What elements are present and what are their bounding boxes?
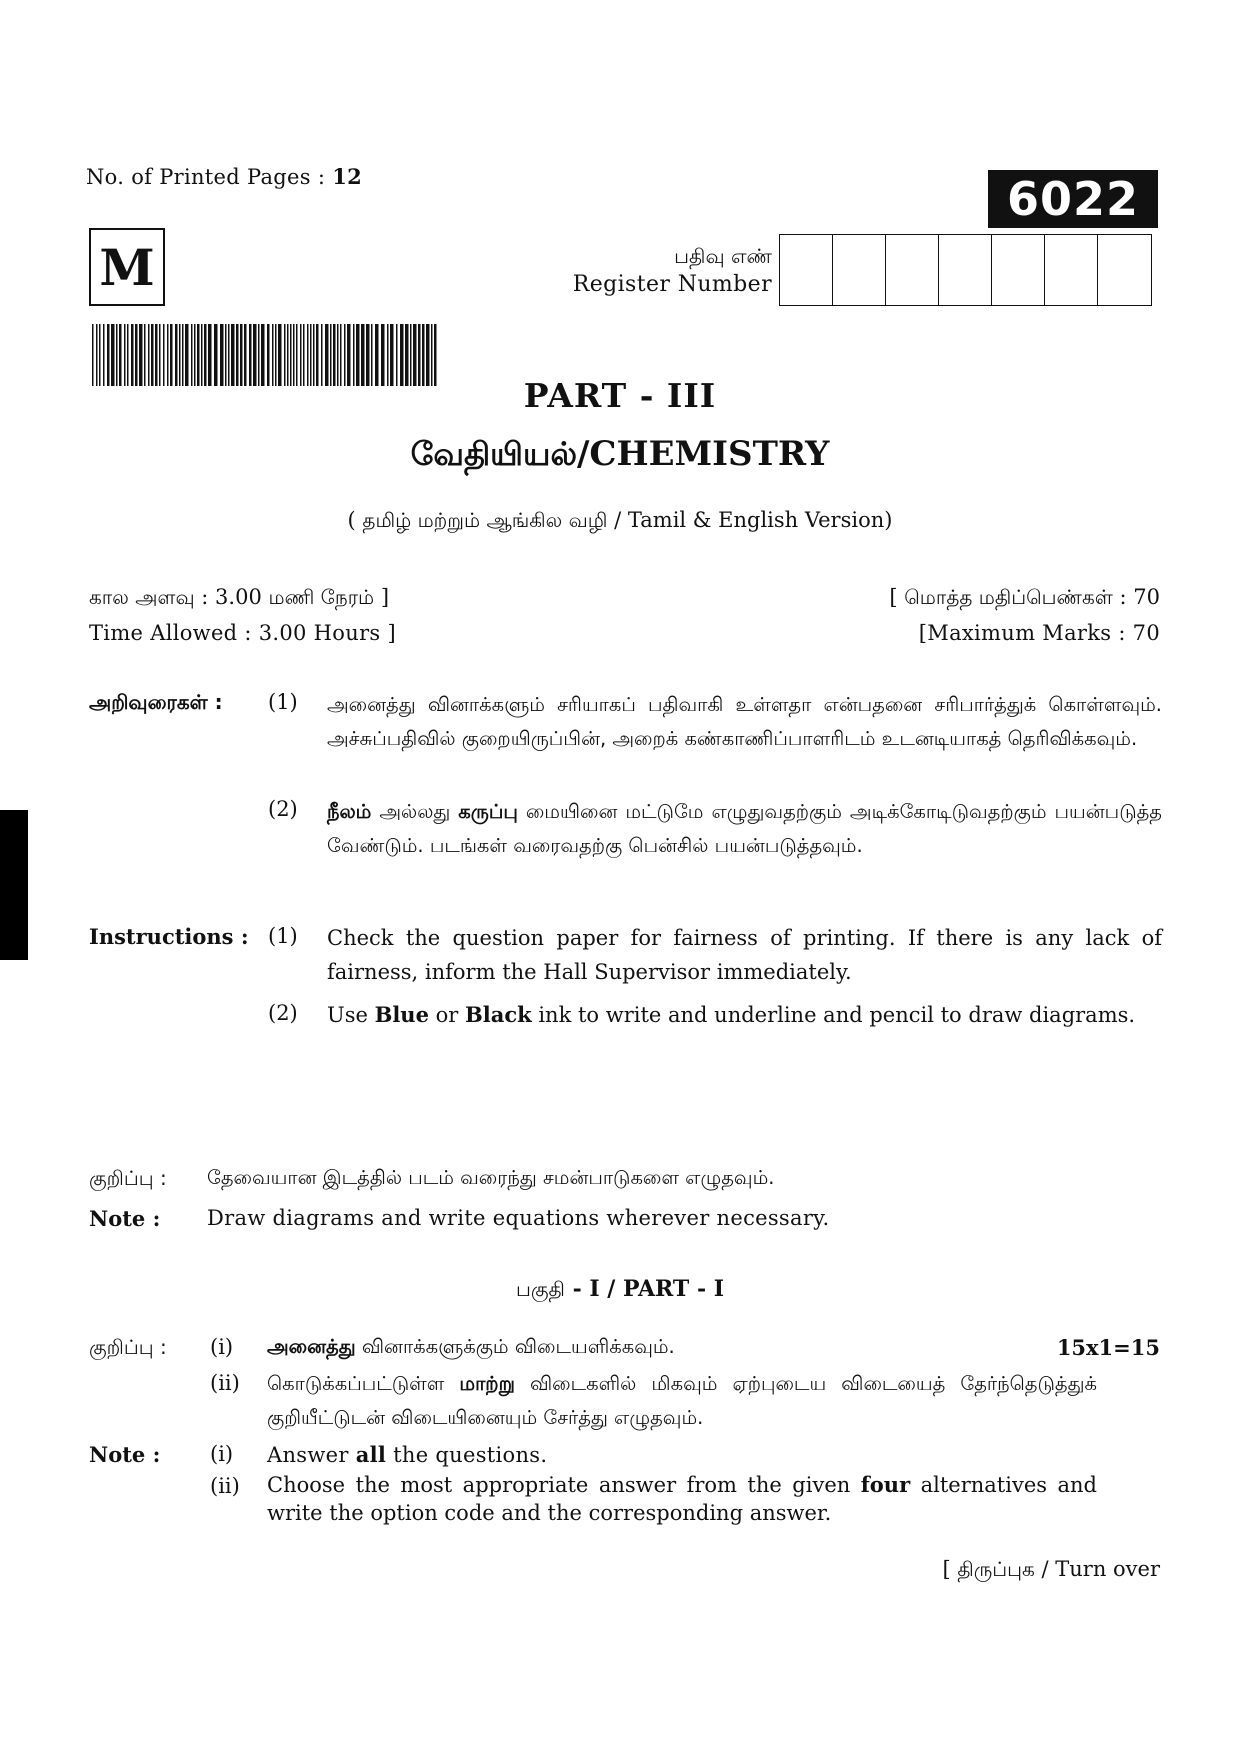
part1-note-tamil-ii-text xyxy=(267,1367,1097,1435)
part1-note-english-i-rest: the questions. xyxy=(386,1443,548,1467)
turn-over-note xyxy=(942,1557,1160,1584)
printed-pages-value: 12 xyxy=(332,164,363,189)
blue-word: Blue xyxy=(374,1002,429,1027)
part1-note-tamil-i-text xyxy=(267,1335,675,1361)
time-tamil-unit: மணி நேரம் xyxy=(268,585,375,609)
part1-note-english-ii-pre: Choose the most appropriate answer from the given xyxy=(267,1473,861,1497)
black-word-tamil: கருப்பு xyxy=(458,800,518,823)
black-word: Black xyxy=(464,1002,532,1027)
instruction-english-1-text: Check the question paper for fairness of printing. If there is any lack of fairness, inform the Hall Supervisor immediately. xyxy=(327,926,1162,984)
paper-code: 6022 xyxy=(988,170,1158,228)
part1-note-english-i-pre: Answer xyxy=(267,1443,356,1467)
turn-over-tamil: திருப்புக xyxy=(957,1557,1035,1581)
note-tamil-text: தேவையான இடத்தில் படம் வரைந்து சமன்பாடுகளை எழுதவும். xyxy=(207,1166,775,1189)
part-title: PART - III xyxy=(523,376,717,415)
marks-tamil-label: மொத்த மதிப்பெண்கள் xyxy=(904,585,1113,609)
register-label-english: Register Number xyxy=(572,272,772,297)
subject-title xyxy=(0,434,1240,477)
part1-note-tamil-i-number: (i) xyxy=(210,1335,234,1359)
instruction-tamil-2-rest: மையினை மட்டுமே எழுதுவதற்கும் அடிக்கோடிடுவதற்கும் பயன்படுத்த வேண்டும். படங்கள் வரைவதற்கு பென்சில் பயன்படுத்தவும். xyxy=(327,800,1162,857)
instruction-english-1-number: (1) xyxy=(268,924,298,948)
register-digit-box[interactable] xyxy=(1045,235,1098,305)
part1-note-english-ii-text xyxy=(267,1471,1097,1527)
time-tamil-label: கால அளவு xyxy=(89,585,195,609)
time-tamil-value: : 3.00 xyxy=(194,585,269,609)
all-word-tamil: அனைத்து xyxy=(267,1335,356,1358)
version-line xyxy=(0,508,1240,535)
register-number-boxes[interactable] xyxy=(779,234,1152,306)
part1-note-english-ii-number: (ii) xyxy=(210,1474,240,1498)
subject-separator: / xyxy=(577,434,590,474)
time-allowed-english: Time Allowed : 3.00 Hours ] xyxy=(89,621,396,645)
part1-note-english-label: Note : xyxy=(89,1442,161,1467)
note-english-label: Note : xyxy=(89,1206,161,1231)
section-heading xyxy=(0,1276,1240,1304)
instruction-tamil-1-number: (1) xyxy=(268,690,298,714)
all-word: all xyxy=(355,1442,387,1467)
time-tamil-close: ] xyxy=(374,585,390,609)
instruction-english-2-pre: Use xyxy=(327,1003,375,1027)
section-tamil: பகுதி xyxy=(515,1277,565,1301)
instruction-tamil-2-text xyxy=(327,795,1162,863)
part1-note-tamil-ii-pre: கொடுக்கப்பட்டுள்ள xyxy=(267,1372,460,1395)
register-digit-box[interactable] xyxy=(1098,235,1151,305)
max-marks-english: [Maximum Marks : 70 xyxy=(918,621,1160,645)
subject-english: CHEMISTRY xyxy=(589,434,830,474)
instruction-tamil-2-mid: அல்லது xyxy=(371,800,459,823)
instruction-english-2-rest: ink to write and underline and pencil to draw diagrams. xyxy=(531,1003,1136,1027)
blue-word-tamil: நீலம் xyxy=(327,800,372,823)
instruction-english-2-text xyxy=(327,998,1162,1032)
part1-note-tamil-label: குறிப்பு : xyxy=(89,1335,167,1359)
register-digit-box[interactable] xyxy=(939,235,992,305)
register-label-tamil: பதிவு எண் xyxy=(674,244,772,268)
register-digit-box[interactable] xyxy=(886,235,939,305)
register-digit-box[interactable] xyxy=(992,235,1045,305)
part1-note-english-i-text xyxy=(267,1442,547,1467)
part1-note-english-i-number: (i) xyxy=(210,1442,234,1466)
medium-mark: M xyxy=(89,228,165,306)
part1-note-tamil-ii-number: (ii) xyxy=(210,1371,240,1395)
version-open: ( xyxy=(347,508,363,532)
time-allowed-tamil xyxy=(89,585,389,612)
part1-note-english-ii-rest: alternatives and write the option code and the corresponding answer. xyxy=(267,1473,1097,1525)
subject-tamil: வேதியியல் xyxy=(410,435,577,473)
instruction-english-2-mid: or xyxy=(428,1003,465,1027)
register-digit-box[interactable] xyxy=(780,235,833,305)
instructions-english-label: Instructions : xyxy=(89,924,249,949)
note-english-text: Draw diagrams and write equations wherever necessary. xyxy=(207,1206,830,1230)
instruction-english-2-number: (2) xyxy=(268,1001,298,1025)
max-marks-tamil xyxy=(889,585,1160,612)
part1-note-tamil-i-rest: வினாக்களுக்கும் விடையளிக்கவும். xyxy=(355,1335,675,1358)
part1-score: 15x1=15 xyxy=(1056,1335,1160,1360)
section-english: - I / PART - I xyxy=(564,1276,725,1302)
version-tamil: தமிழ் மற்றும் ஆங்கில வழி xyxy=(362,508,608,532)
instruction-tamil-2-number: (2) xyxy=(268,797,298,821)
four-word: four xyxy=(860,1472,911,1497)
turn-over-english: / Turn over xyxy=(1034,1557,1160,1581)
register-digit-box[interactable] xyxy=(833,235,886,305)
marks-tamil-open: [ xyxy=(889,585,905,609)
part1-note-tamil-ii-rest: விடைகளில் மிகவும் ஏற்புடைய விடையைத் தேர்ந்தெடுத்துக் குறியீட்டுடன் விடையினையும் சேர்த்து எழுதவும். xyxy=(267,1372,1097,1429)
instructions-tamil-label: அறிவுரைகள் : xyxy=(89,690,223,714)
instruction-tamil-1-text: அனைத்து வினாக்களும் சரியாகப் பதிவாகி உள்ளதா என்பதனை சரிபார்த்துக் கொள்ளவும். அச்சுப்பதிவில் குறையிருப்பின், அறைக் கண்காணிப்பாளரிடம் உடனடியாகத் தெரிவிக்கவும். xyxy=(327,693,1162,750)
printed-pages-label: No. of Printed Pages : xyxy=(86,165,326,189)
alternative-word-tamil: மாற்று xyxy=(459,1372,515,1395)
marks-tamil-value: : 70 xyxy=(1112,585,1160,609)
version-english: / Tamil & English Version) xyxy=(607,508,893,532)
side-registration-mark xyxy=(0,810,28,960)
note-tamil-label: குறிப்பு : xyxy=(89,1166,167,1190)
turn-over-open: [ xyxy=(942,1557,958,1581)
printed-pages xyxy=(86,164,362,189)
